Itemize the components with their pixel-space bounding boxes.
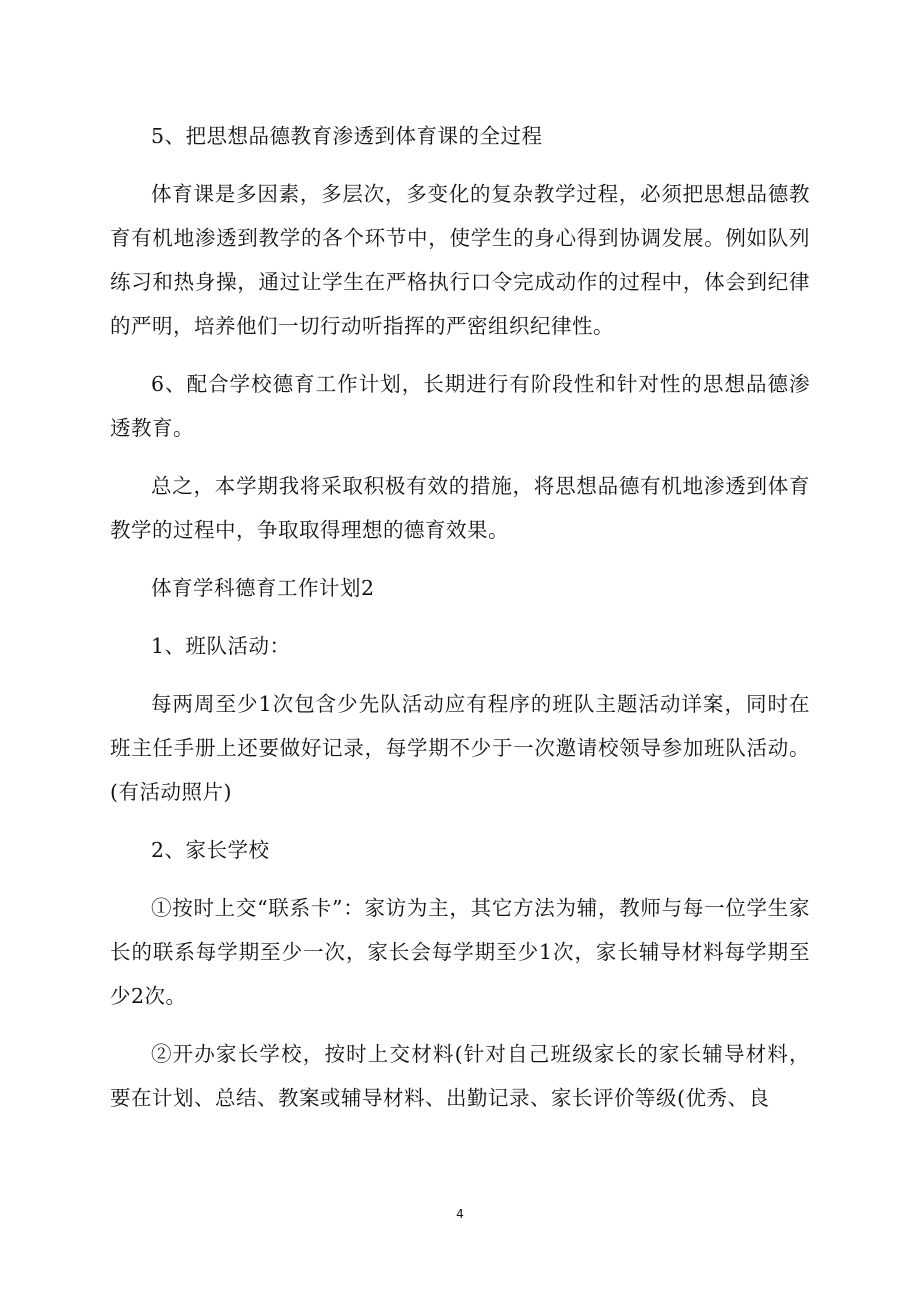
document-subtitle: 体育学科德育工作计划2 — [151, 576, 375, 600]
page-number: 4 — [456, 1207, 464, 1221]
section-heading-1: 1、班队活动： — [151, 634, 291, 658]
body-paragraph: 每两周至少1次包含少先队活动应有程序的班队主题活动详案，同时在班主任手册上还要做好记录，每学期不少于一次邀请校领导参加班队活动。(有活动照片) — [110, 692, 810, 804]
document-body — [110, 114, 810, 1134]
section-heading-5: 5、把思想品德教育渗透到体育课的全过程 — [151, 124, 543, 148]
body-paragraph: 体育课是多因素，多层次，多变化的复杂教学过程，必须把思想品德教育有机地渗透到教学的各个环节中，使学生的身心得到协调发展。例如队列练习和热身操，通过让学生在严格执行口令完成动作的过程中，体会到纪律的严明，培养他们一切行动听指挥的严密组织纪律性。 — [110, 182, 810, 338]
section-heading-6: 6、配合学校德育工作计划，长期进行有阶段性和针对性的思想品德渗透教育。 — [110, 372, 810, 440]
section-heading-2: 2、家长学校 — [151, 838, 270, 862]
summary-paragraph: 总之，本学期我将采取积极有效的措施，将思想品德有机地渗透到体育教学的过程中，争取取得理想的德育效果。 — [110, 474, 810, 542]
list-item-1: ①按时上交“联系卡”：家访为主，其它方法为辅，教师与每一位学生家长的联系每学期至少一次，家长会每学期至少1次，家长辅导材料每学期至少2次。 — [110, 896, 810, 1008]
list-item-2: ②开办家长学校，按时上交材料(针对自己班级家长的家长辅导材料，要在计划、总结、教案或辅导材料、出勤记录、家长评价等级(优秀、良 — [110, 1042, 810, 1110]
